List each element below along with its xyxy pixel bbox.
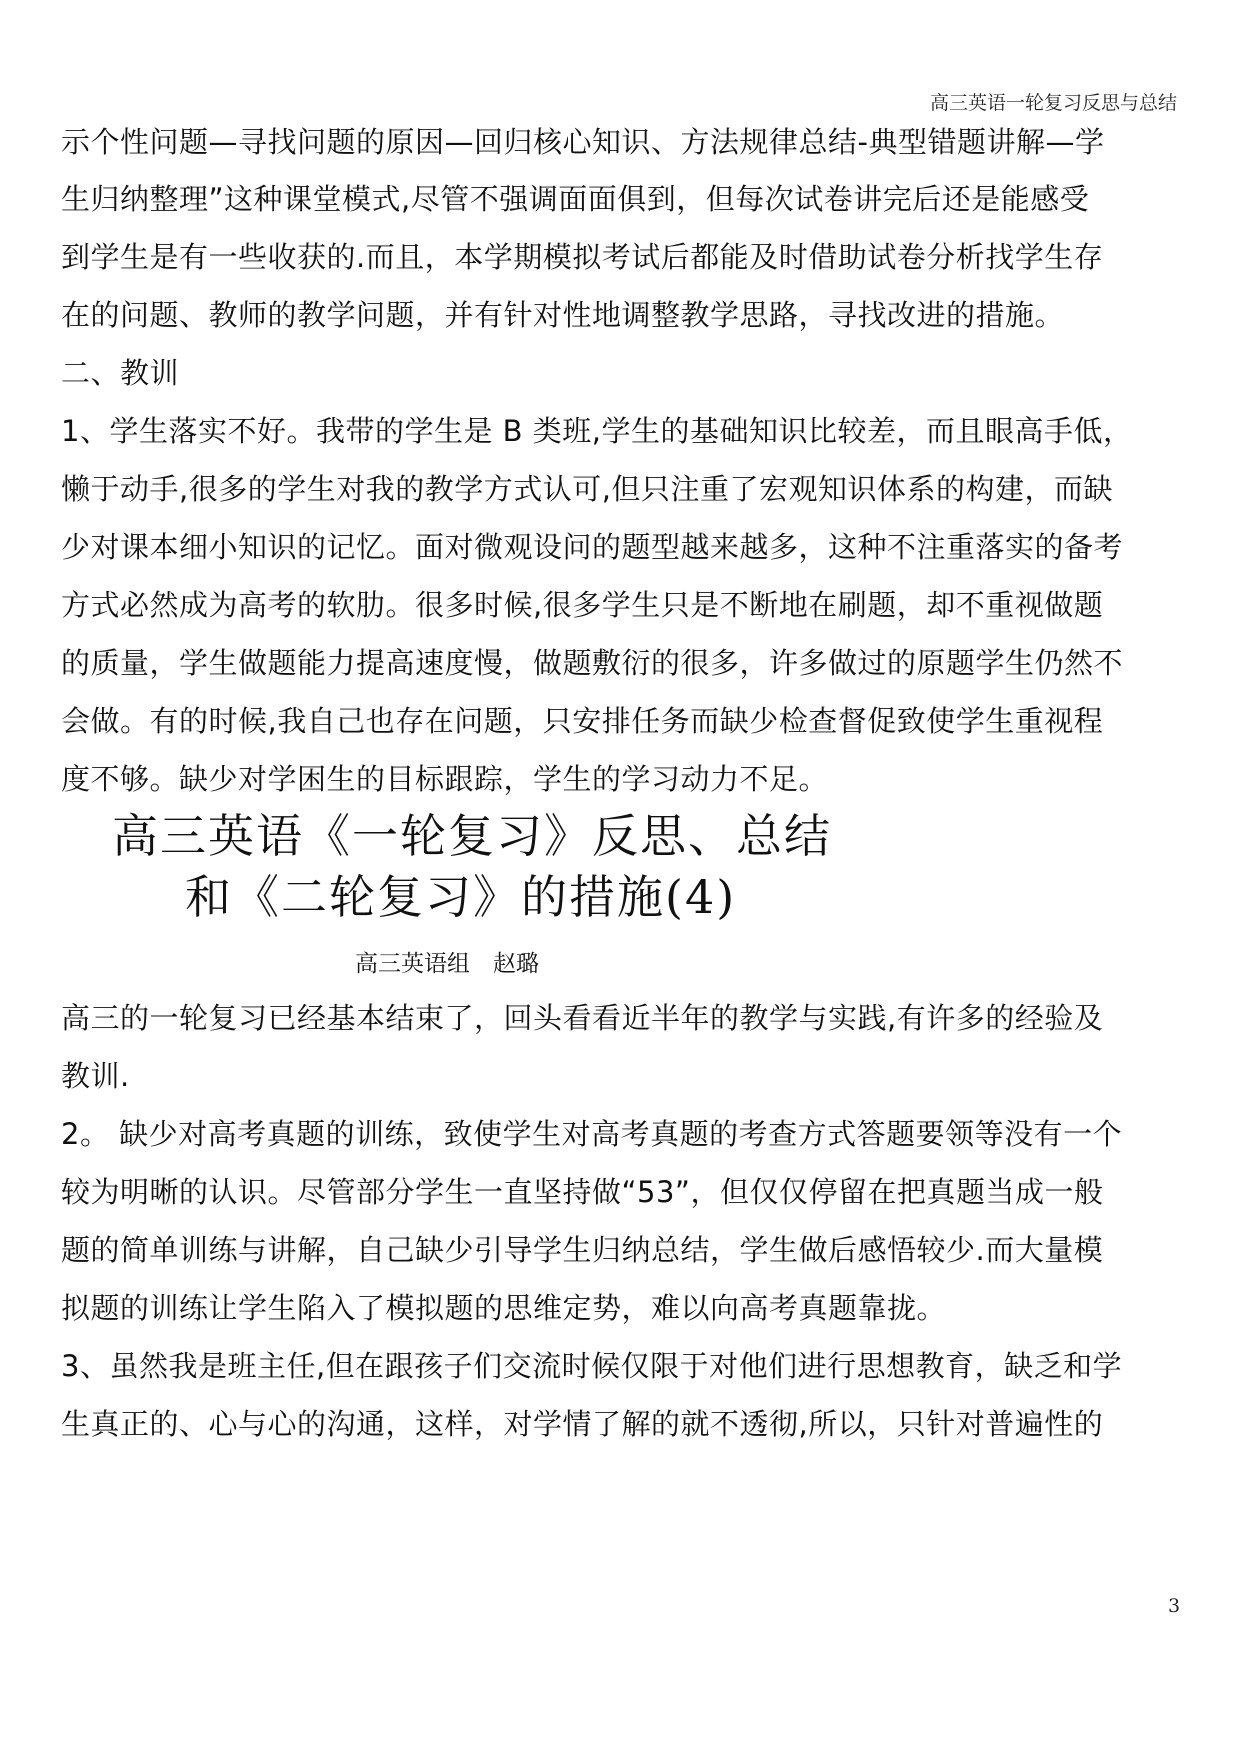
article-author: 高三英语组 赵璐 — [355, 951, 539, 977]
text-line: 懒于动手,很多的学生对我的教学方式认可,但只注重了宏观知识体系的构建，而缺 — [61, 472, 1113, 506]
article-title-line-1: 高三英语《一轮复习》反思、总结 — [112, 809, 832, 863]
text-line: 方式必然成为高考的软肋。很多时候,很多学生只是不断地在刷题，却不重视做题 — [61, 588, 1104, 622]
running-header: 高三英语一轮复习反思与总结 — [929, 92, 1177, 114]
text-line: 示个性问题—寻找问题的原因—回归核心知识、方法规律总结-典型错题讲解—学 — [61, 125, 1105, 159]
text-line: 生真正的、心与心的沟通，这样，对学情了解的就不透彻,所以，只针对普遍性的 — [61, 1407, 1104, 1441]
page-number: 3 — [1168, 1595, 1181, 1617]
text-line: 在的问题、教师的教学问题，并有针对性地调整教学思路，寻找改进的措施。 — [61, 298, 1065, 332]
text-line: 教训. — [61, 1059, 130, 1093]
text-line: 度不够。缺少对学困生的目标跟踪，学生的学习动力不足。 — [61, 762, 829, 796]
text-line: 题的简单训练与讲解，自己缺少引导学生归纳总结，学生做后感悟较少.而大量模 — [61, 1233, 1104, 1267]
article-title-line-2: 和《二轮复习》的措施(4) — [185, 870, 737, 924]
text-line: 的质量，学生做题能力提高速度慢，做题敷衍的很多，许多做过的原题学生仍然不 — [61, 646, 1124, 680]
text-line: 生归纳整理”这种课堂模式,尽管不强调面面俱到，但每次试卷讲完后还是能感受 — [61, 182, 1090, 216]
text-line: 到学生是有一些收获的.而且，本学期模拟考试后都能及时借助试卷分析找学生存 — [61, 240, 1104, 274]
text-line: 3、虽然我是班主任,但在跟孩子们交流时候仅限于对他们进行思想教育，缺乏和学 — [61, 1349, 1123, 1383]
text-line: 拟题的训练让学生陷入了模拟题的思维定势，难以向高考真题靠拢。 — [61, 1291, 947, 1325]
section-heading: 二、教训 — [61, 356, 180, 390]
text-line: 1、学生落实不好。我带的学生是 B 类班,学生的基础知识比较差，而且眼高手低， — [61, 414, 1133, 448]
text-line: 会做。有的时候,我自己也存在问题，只安排任务而缺少检查督促致使学生重视程 — [61, 704, 1104, 738]
text-line: 2。 缺少对高考真题的训练，致使学生对高考真题的考查方式答题要领等没有一个 — [61, 1117, 1123, 1151]
text-line: 较为明晰的认识。尽管部分学生一直坚持做“53”，但仅仅停留在把真题当成一般 — [61, 1175, 1104, 1209]
text-line: 少对课本细小知识的记忆。面对微观设问的题型越来越多，这种不注重落实的备考 — [61, 530, 1124, 564]
text-line: 高三的一轮复习已经基本结束了，回头看看近半年的教学与实践,有许多的经验及 — [61, 1001, 1104, 1035]
